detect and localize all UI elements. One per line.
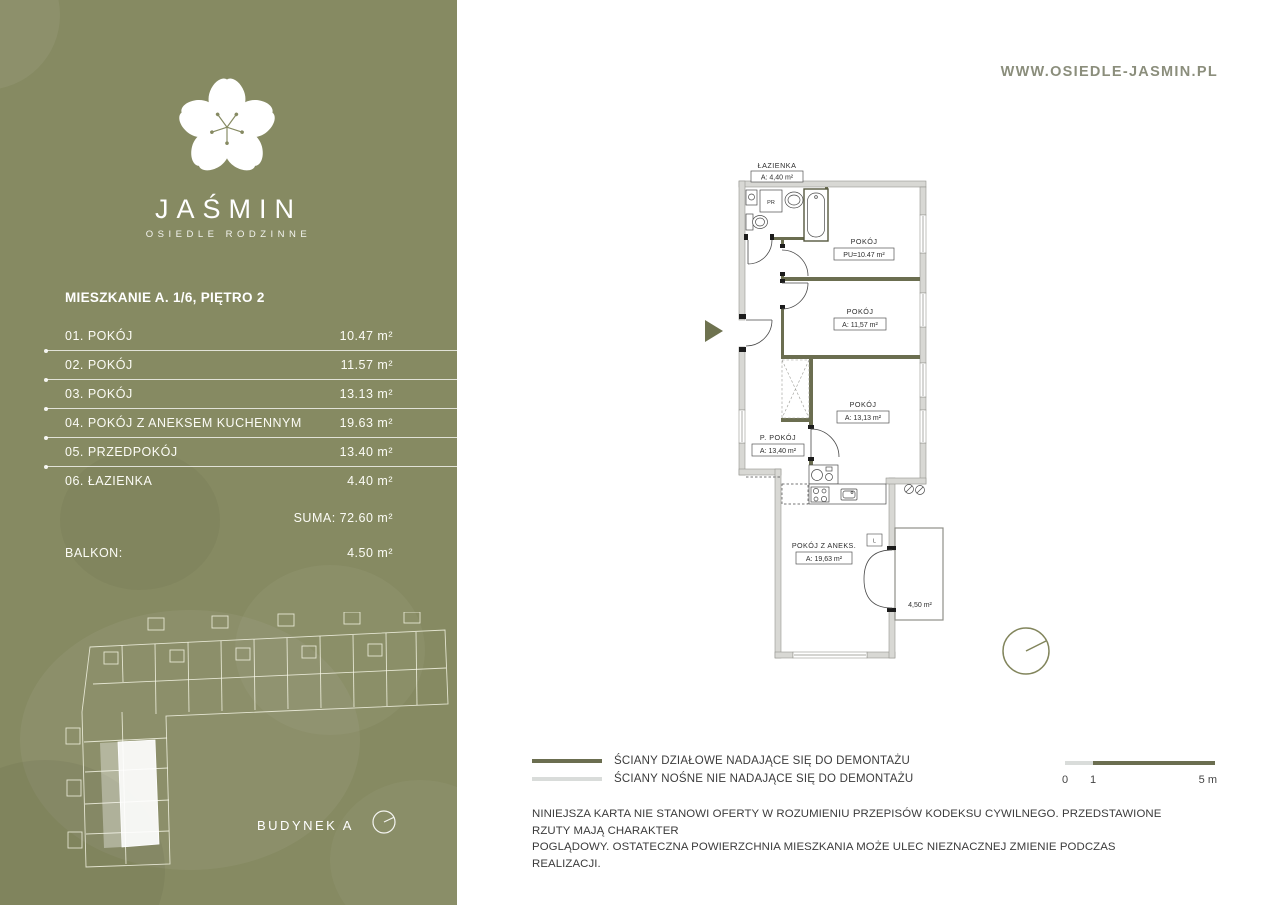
room-row-6	[0, 467, 457, 495]
sidebar	[0, 0, 457, 905]
bathroom-area: A: 4,40 m²	[760, 174, 794, 182]
room-area: 13.40 m²	[339, 445, 393, 459]
balkon-row	[65, 546, 393, 560]
partition-walls	[745, 187, 920, 471]
highlighted-unit	[118, 740, 159, 847]
room-label: 02. POKÓJ	[65, 358, 133, 372]
room-area: 11.57 m²	[340, 358, 393, 372]
scale-segment-light	[1065, 761, 1093, 765]
room-row-5	[0, 438, 457, 466]
l-niche-label: L	[873, 538, 876, 545]
room-label: 04. POKÓJ Z ANEKSEM KUCHENNYM	[65, 416, 302, 430]
apartment-floorplan	[690, 150, 970, 690]
legend-row-partition	[532, 752, 913, 770]
room1-area: PU=10.47 m²	[843, 252, 885, 259]
row-divider	[46, 408, 457, 409]
room-area: 10.47 m²	[339, 329, 393, 343]
room-row-1	[0, 322, 457, 350]
entrance-arrow-icon	[705, 320, 723, 342]
jasmin-flower-logo	[174, 70, 280, 176]
room1-name: POKÓJ	[850, 237, 878, 246]
row-divider	[46, 379, 457, 380]
aneks-name: POKÓJ Z ANEKS.	[791, 541, 857, 550]
hall-area: A: 13,40 m²	[759, 448, 797, 455]
balkon-label: BALKON:	[65, 546, 123, 560]
row-divider	[46, 350, 457, 351]
bathroom-fixtures	[746, 189, 828, 241]
scale-tick-0: 0	[1062, 774, 1069, 786]
scale-segment-dark	[1093, 761, 1215, 765]
brand-name: JAŚMIN	[154, 194, 302, 224]
north-compass-icon	[1001, 626, 1051, 676]
balkon-value: 4.50 m²	[347, 546, 393, 560]
room-label: 06. ŁAZIENKA	[65, 474, 153, 488]
room2-area: A: 11,57 m²	[842, 322, 878, 329]
bathroom-name: ŁAZIENKA	[757, 161, 797, 170]
room3-area: A: 13,13 m²	[844, 415, 882, 422]
apartment-heading: MIESZKANIE A. 1/6, PIĘTRO 2	[65, 290, 265, 305]
disclaimer-line-1: NINIEJSZA KARTA NIE STANOWI OFERTY W ROZUMIENIU PRZEPISÓW KODEKSU CYWILNEGO. PRZEDSTAWIONE RZUTY MAJĄ CHARAKTER	[532, 808, 1162, 837]
building-name: BUDYNEK A	[257, 818, 354, 833]
scale-tick-5m: 5 m	[1198, 774, 1217, 786]
room-label: 01. POKÓJ	[65, 329, 133, 343]
bearing-wall-swatch	[532, 777, 602, 781]
legend-label: ŚCIANY DZIAŁOWE NADAJĄCE SIĘ DO DEMONTAŻU	[614, 755, 910, 767]
room-label: 03. POKÓJ	[65, 387, 133, 401]
row-divider	[46, 437, 457, 438]
room2-name: POKÓJ	[846, 307, 874, 316]
suma-value: 72.60 m²	[339, 511, 393, 525]
room-row-2	[0, 351, 457, 379]
room-label: 05. PRZEDPOKÓJ	[65, 445, 178, 459]
scale-bar	[1062, 761, 1217, 787]
hall-name: P. POKÓJ	[759, 433, 797, 442]
disclaimer-line-2: POGLĄDOWY. OSTATECZNA POWIERZCHNIA MIESZKANIA MOŻE ULEC NIEZNACZNEJ ZMIENIE PODCZAS REALIZACJI.	[532, 841, 1116, 870]
suma-row	[65, 511, 393, 525]
legend-row-bearing	[532, 770, 913, 788]
mini-compass-icon	[371, 809, 397, 835]
suma-label: SUMA:	[293, 511, 336, 525]
shaft	[782, 360, 809, 418]
room-area: 13.13 m²	[339, 387, 393, 401]
room3-name: POKÓJ	[849, 400, 877, 409]
room-area: 4.40 m²	[347, 474, 393, 488]
website-url: WWW.OSIEDLE-JASMIN.PL	[1000, 64, 1218, 80]
legal-disclaimer	[532, 806, 1182, 872]
washer-label: PR	[767, 200, 775, 206]
balcony-area: 4,50 m²	[908, 602, 932, 609]
room-area: 19.63 m²	[339, 416, 393, 430]
walls-legend	[532, 752, 913, 788]
aneks-area: A: 19,63 m²	[805, 556, 843, 563]
building-overview-plan	[60, 612, 455, 877]
room-list	[0, 322, 457, 495]
room-row-3	[0, 380, 457, 408]
row-divider	[46, 466, 457, 467]
scale-tick-1: 1	[1090, 774, 1097, 786]
partition-wall-swatch	[532, 759, 602, 763]
room-row-4	[0, 409, 457, 437]
legend-label: ŚCIANY NOŚNE NIE NADAJĄCE SIĘ DO DEMONTAŻU	[614, 773, 914, 785]
brand-tagline: OSIEDLE RODZINNE	[145, 229, 312, 240]
